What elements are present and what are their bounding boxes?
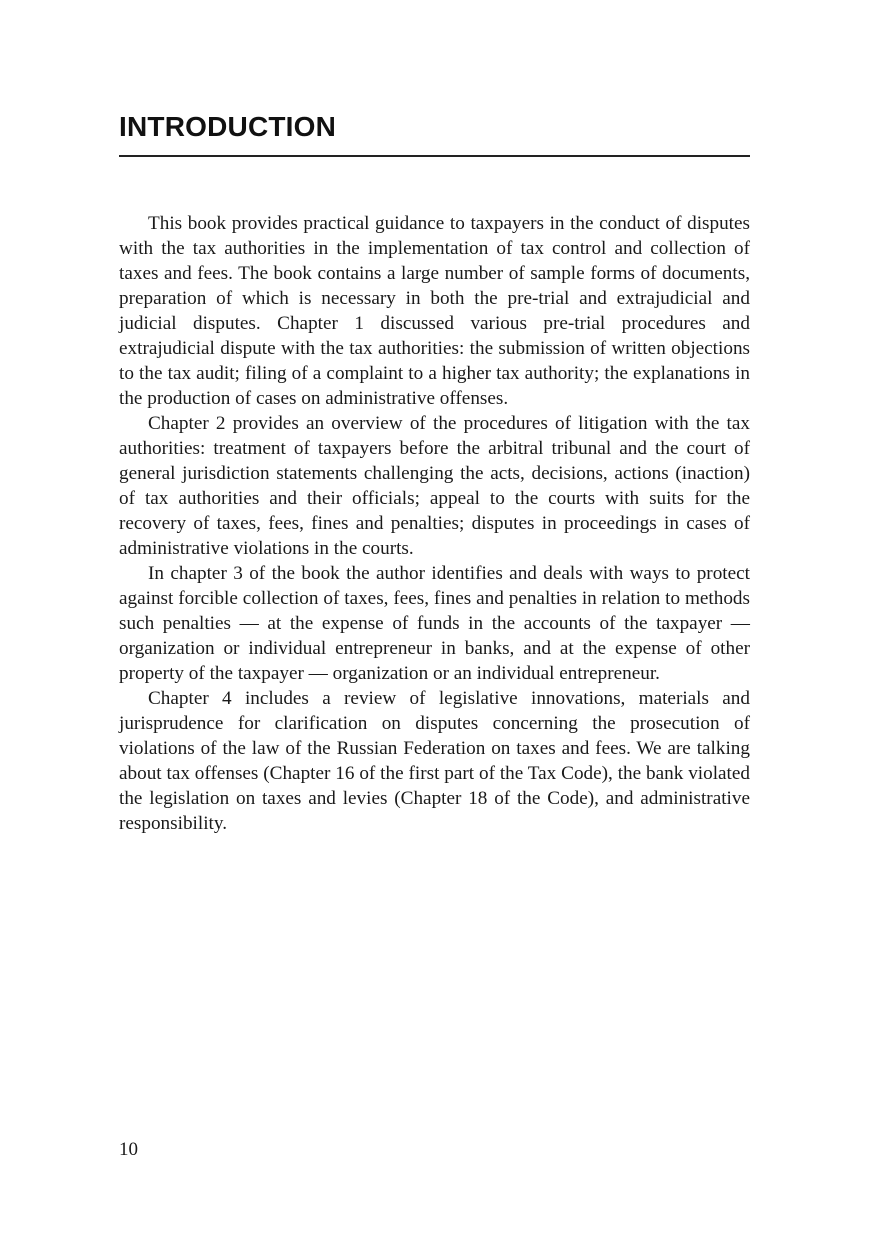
page-number: 10 (119, 1139, 138, 1160)
paragraph-1: This book provides practical guidance to taxpayers in the conduct of disputes with the tax authorities in the implementation of tax control and collection of taxes and fees. The book contains a large number of sample forms of documents, preparation of which is necessary in both the pre-trial and extrajudicial and judicial disputes. Chapter 1 discussed various pre-trial procedures and extrajudicial dispute with the tax authorities: the submission of written objections to the tax audit; filing of a complaint to a higher tax authority; the explanations in the production of cases on administrative offenses. (119, 213, 750, 409)
paragraph-4: Chapter 4 includes a review of legislative innovations, materials and jurisprudence for clarification on disputes concerning the prosecution of violations of the law of the Russian Federation on taxes and fees. We are talking about tax offenses (Chapter 16 of the first part of the Tax Code), the bank violated the legislation on taxes and levies (Chapter 18 of the Code), and administrative responsibility. (119, 688, 750, 834)
paragraph-2: Chapter 2 provides an overview of the procedures of litigation with the tax authorities: treatment of taxpayers before the arbitral tribunal and the court of general jurisdiction statements challenging the acts, decisions, actions (inaction) of tax authorities and their officials; appeal to the courts with suits for the recovery of taxes, fees, fines and penalties; disputes in proceedings in cases of administrative violations in the courts. (119, 413, 750, 559)
introduction-body (119, 211, 750, 836)
title-underline (119, 155, 750, 157)
paragraph-3: In chapter 3 of the book the author identifies and deals with ways to protect against forcible collection of taxes, fees, fines and penalties in relation to methods such penalties — at the expense of funds in the accounts of the taxpayer — organization or individual entrepreneur in banks, and at the expense of other property of the taxpayer — organization or an individual entrepreneur. (119, 563, 750, 684)
chapter-title: INTRODUCTION (119, 111, 337, 142)
